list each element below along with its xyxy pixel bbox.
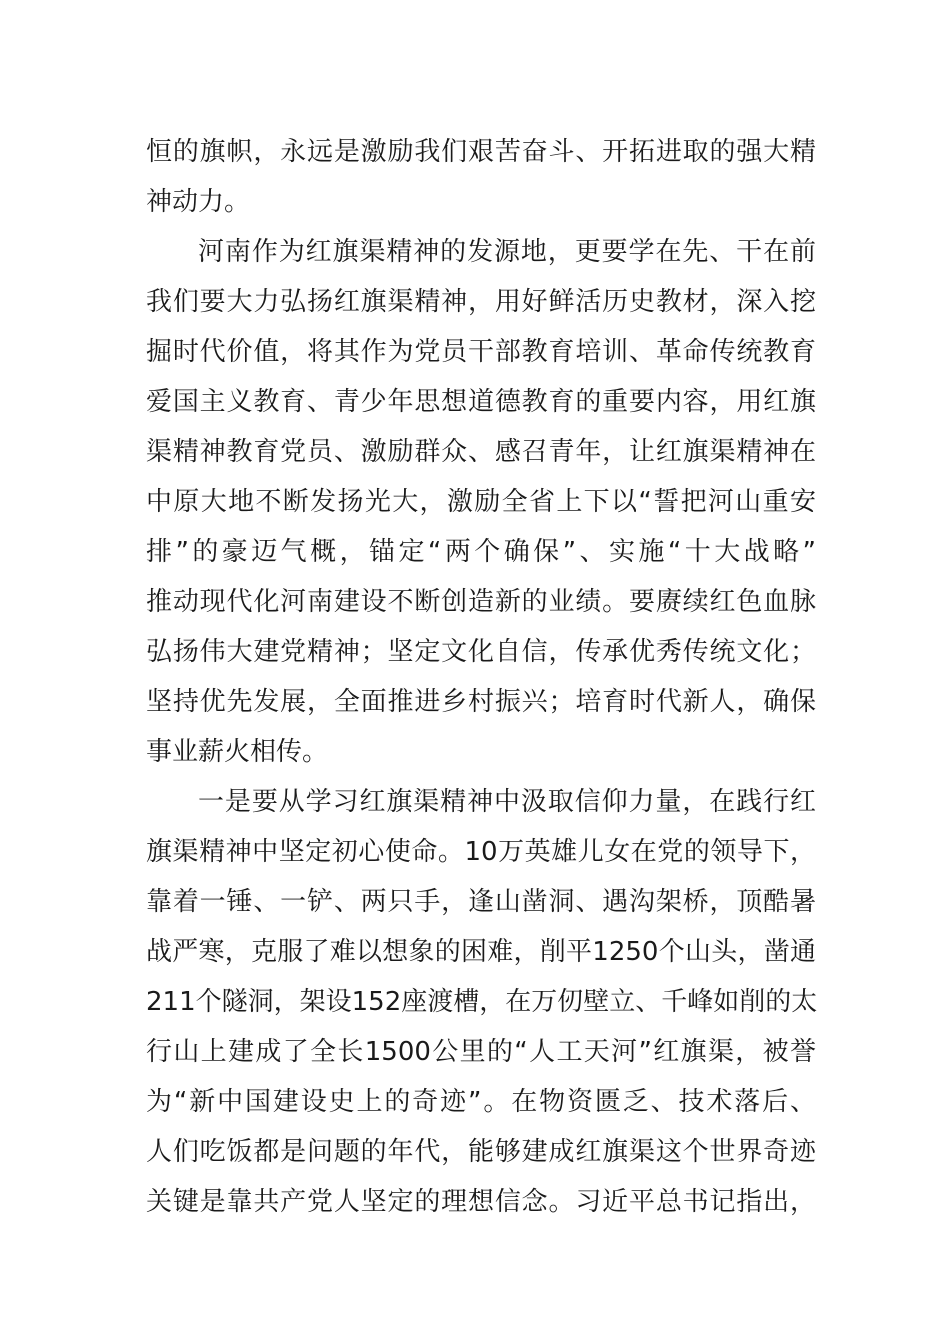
paragraph-3-line-9: 关键是靠共产党人坚定的理想信念。习近平总书记指出，	[146, 1187, 816, 1217]
paragraph-3-line-2: 旗渠精神中坚定初心使命。10万英雄儿女在党的领导下，	[146, 837, 816, 867]
paragraph-2-line-3: 掘时代价值，将其作为党员干部教育培训、革命传统教育	[146, 337, 816, 367]
paragraph-3-line-7: 为“新中国建设史上的奇迹”。在物资匮乏、技术落后、	[146, 1087, 816, 1117]
paragraph-2-line-4: 爱国主义教育、青少年思想道德教育的重要内容，用红旗	[146, 387, 816, 417]
paragraph-2-line-6: 中原大地不断发扬光大，激励全省上下以“誓把河山重安	[146, 487, 816, 517]
paragraph-2-line-7: 排”的豪迈气概，锚定“两个确保”、实施“十大战略”	[146, 537, 816, 567]
paragraph-2-line-9: 弘扬伟大建党精神；坚定文化自信，传承优秀传统文化；	[146, 637, 816, 667]
paragraph-3-line-8: 人们吃饭都是问题的年代，能够建成红旗渠这个世界奇迹	[146, 1137, 816, 1167]
paragraph-3-line-6: 行山上建成了全长1500公里的“人工天河”红旗渠，被誉	[146, 1037, 816, 1067]
paragraph-3-line-4: 战严寒，克服了难以想象的困难，削平1250个山头，凿通	[146, 937, 816, 967]
paragraph-2-line-1: 河南作为红旗渠精神的发源地，更要学在先、干在前	[198, 237, 816, 267]
paragraph-1-line-2: 神动力。	[146, 187, 251, 217]
paragraph-1-line-1: 恒的旗帜，永远是激励我们艰苦奋斗、开拓进取的强大精	[146, 137, 816, 167]
paragraph-2-line-8: 推动现代化河南建设不断创造新的业绩。要赓续红色血脉	[146, 587, 816, 617]
paragraph-3-line-5: 211个隧洞，架设152座渡槽，在万仞壁立、千峰如削的太	[146, 987, 818, 1017]
paragraph-2-line-5: 渠精神教育党员、激励群众、感召青年，让红旗渠精神在	[146, 437, 816, 467]
paragraph-3-line-3: 靠着一锤、一铲、两只手，逢山凿洞、遇沟架桥，顶酷暑	[146, 887, 816, 917]
paragraph-2-line-10: 坚持优先发展，全面推进乡村振兴；培育时代新人，确保	[146, 687, 816, 717]
paragraph-3-line-1: 一是要从学习红旗渠精神中汲取信仰力量，在践行红	[198, 787, 816, 817]
paragraph-2-line-11: 事业薪火相传。	[146, 737, 329, 767]
paragraph-2-line-2: 我们要大力弘扬红旗渠精神，用好鲜活历史教材，深入挖	[146, 287, 816, 317]
